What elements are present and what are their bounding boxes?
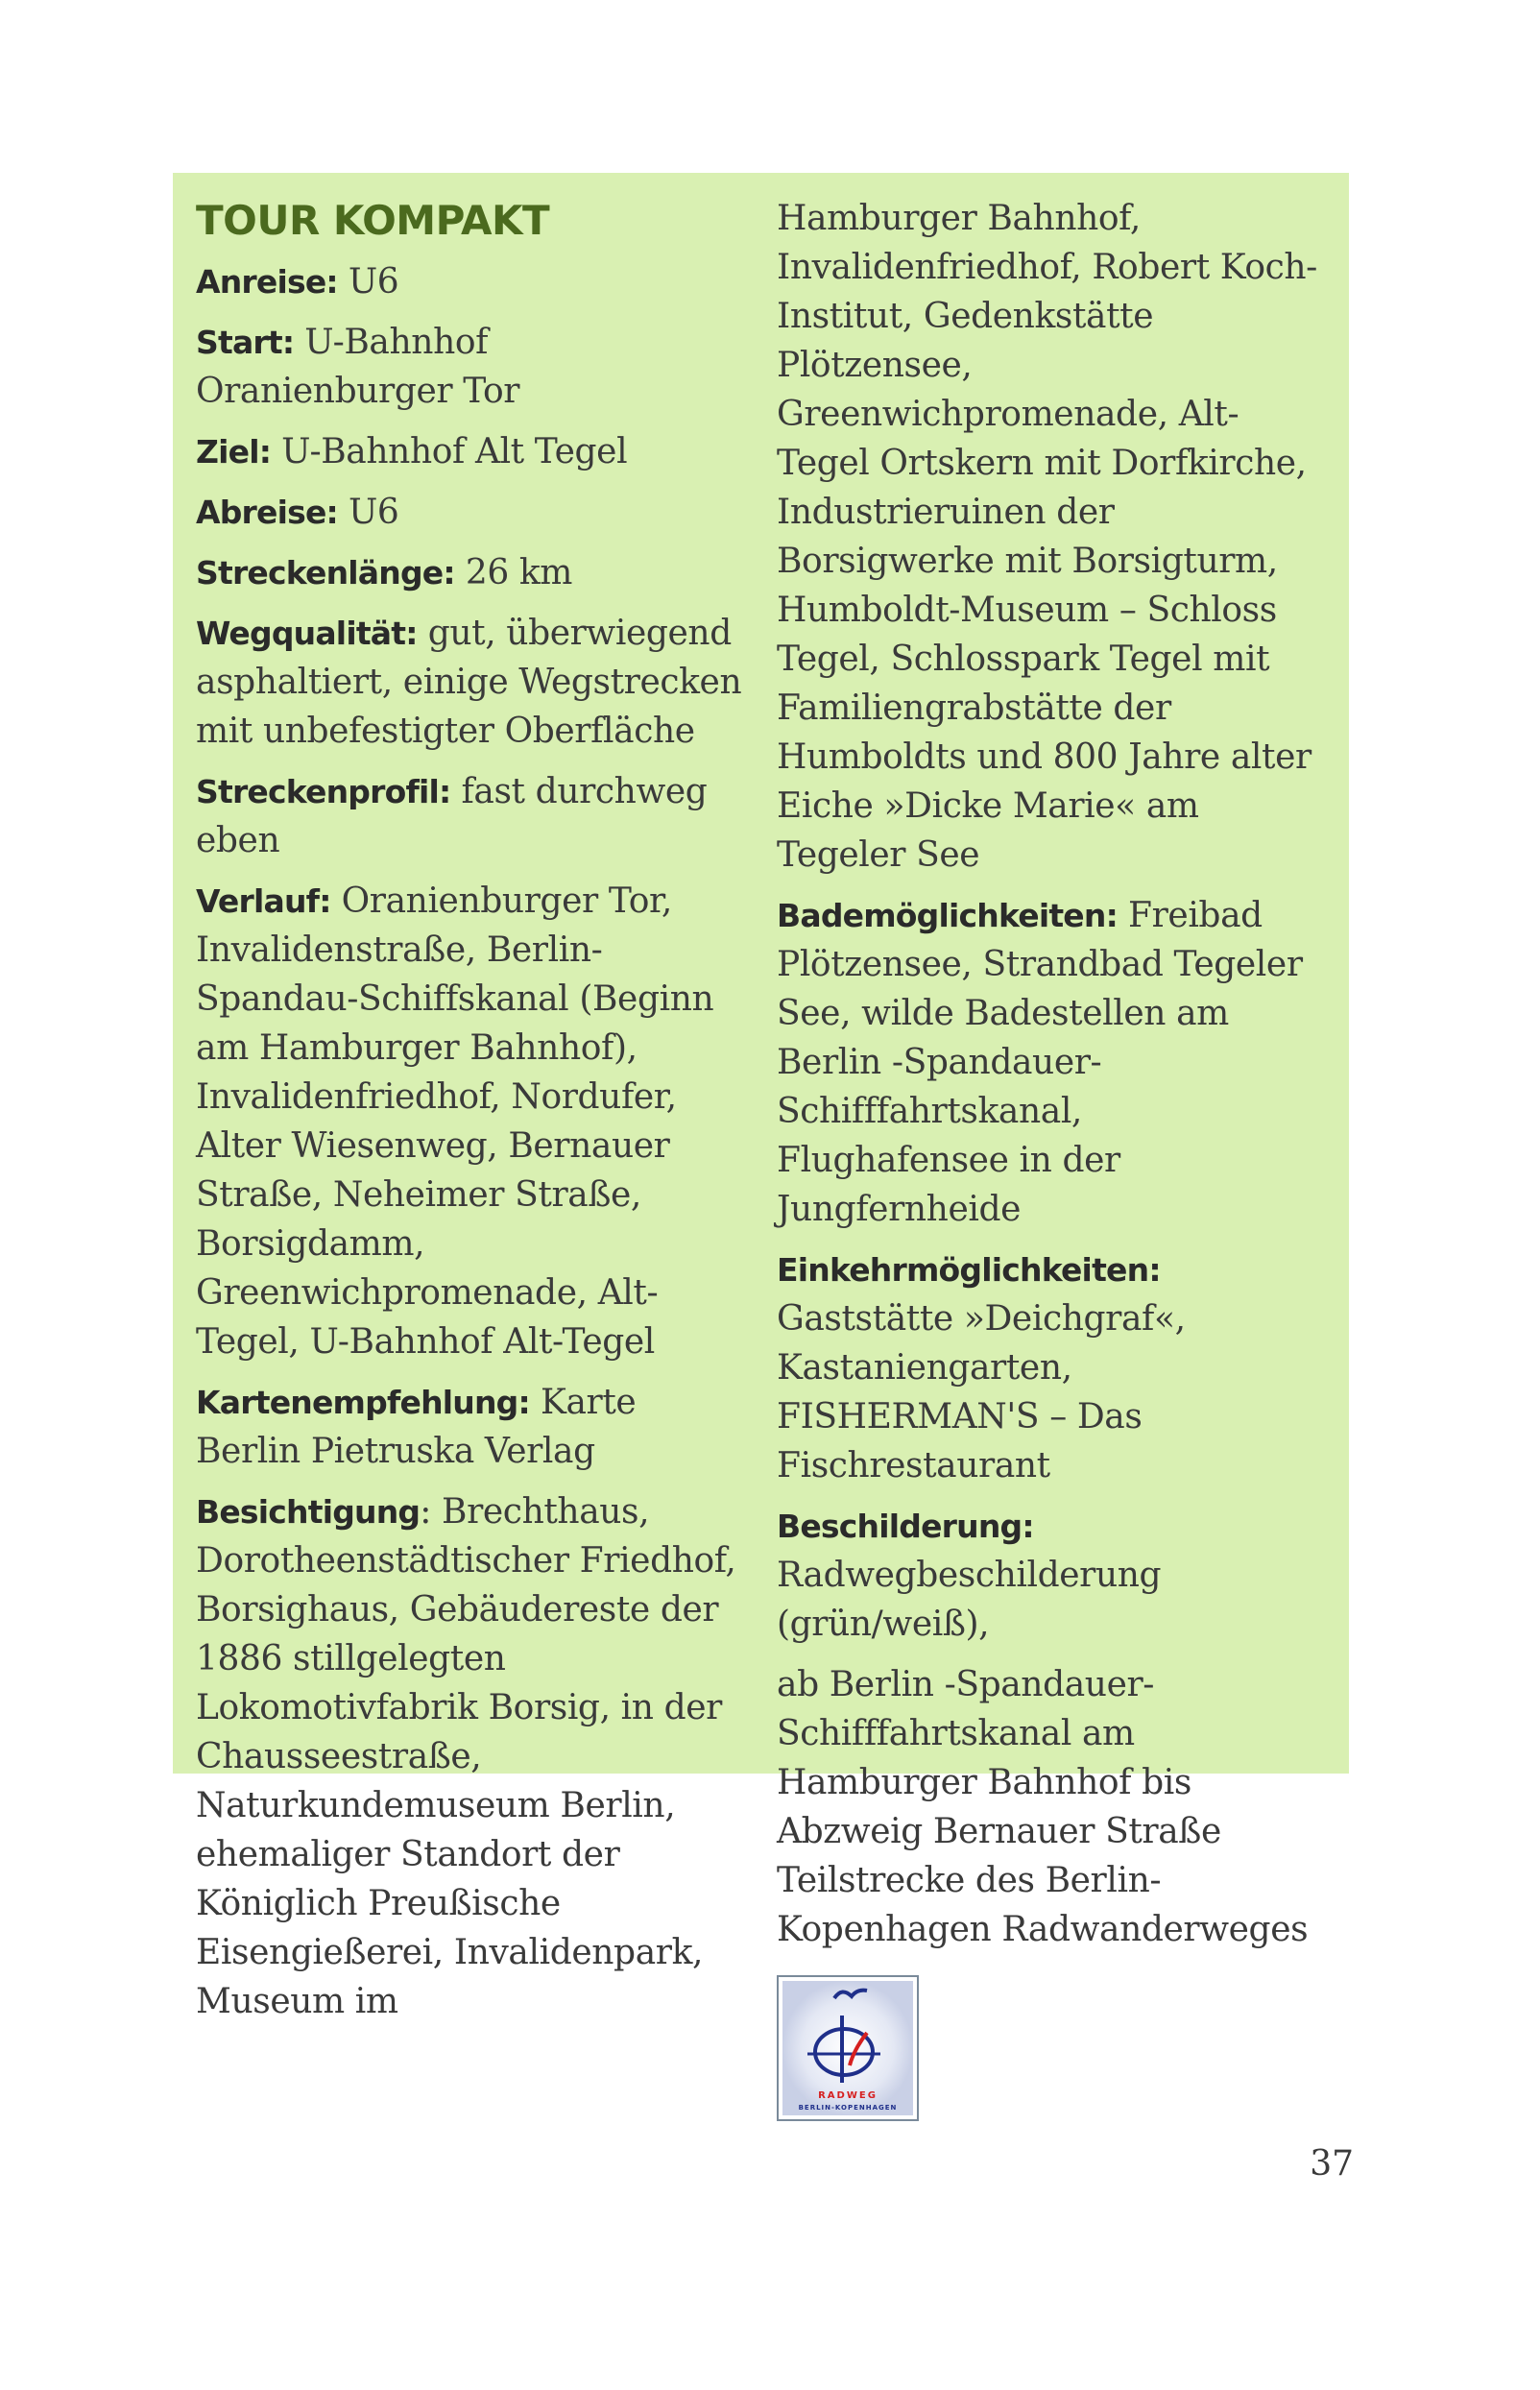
entry-label: Ziel:: [196, 433, 272, 471]
entry-label: Kartenempfehlung:: [196, 1384, 530, 1421]
entry-text: U6: [337, 493, 399, 532]
entry-text: gut, überwiegend asphaltiert, einige Wegstrecken mit unbefestigter Oberfläche: [196, 614, 742, 751]
entry-label: Besichtigung: [196, 1493, 421, 1531]
entry-anreise: [196, 257, 751, 306]
entry-bademoeglichkeiten: [777, 891, 1324, 1234]
entry-label: Anreise:: [196, 263, 338, 301]
page-number: 37: [1310, 2144, 1354, 2184]
entry-einkehrmoeglichkeiten: [777, 1245, 1324, 1490]
left-column: [196, 194, 751, 2038]
entry-kartenempfehlung: [196, 1378, 751, 1476]
entry-beschilderung-continued: ab Berlin -Spandauer-Schifffahrtskanal am Hamburger Bahnhof bis Abzweig Bernauer Straße Teilstrecke des Berlin-Kopenhagen Radwanderweges: [777, 1665, 1309, 1949]
entry-streckenprofil: [196, 767, 751, 865]
entry-beschilderung: [777, 1502, 1324, 1649]
entry-label: Einkehrmöglichkeiten:: [777, 1251, 1161, 1289]
radweg-berlin-kopenhagen-logo: [777, 1975, 919, 2121]
box-title: TOUR KOMPAKT: [196, 197, 550, 244]
entry-label: Streckenlänge:: [196, 554, 455, 591]
logo-text-line1: RADWEG: [818, 2090, 878, 2101]
entry-verlauf: [196, 877, 751, 1366]
entry-label: Start:: [196, 324, 295, 361]
bicycle-logo-icon: [779, 1977, 917, 2119]
entry-label: Wegqualität:: [196, 615, 418, 652]
entry-text: Karte Berlin Pietruska Verlag: [196, 1383, 637, 1471]
entry-streckenlaenge: [196, 548, 751, 597]
right-column: [777, 194, 1324, 2121]
entry-text: Freibad Plötzensee, Strandbad Tegeler See, wilde Badestellen am Berlin -Spandauer-Schifffahrtskanal, Flughafensee in der Jungfernheide: [777, 896, 1303, 1229]
tour-kompakt-box: [173, 173, 1349, 2112]
entry-text: U6: [337, 262, 399, 302]
entry-label: Bademöglichkeiten:: [777, 897, 1118, 934]
entry-start: [196, 318, 751, 416]
entry-abreise: [196, 488, 751, 537]
entry-besichtigung-continued: Hamburger Bahnhof, Invalidenfriedhof, Robert Koch-Institut, Gedenkstätte Plötzensee, Greenwichpromenade, Alt-Tegel Ortskern mit Dorfkirche, Industrieruinen der Borsigwerke mit Borsigturm, Humboldt-Museum – Schloss Tegel, Schlosspark Tegel mit Familiengrabstätte der Humboldts und 800 Jahre alter Eiche »Dicke Marie« am Tegeler See: [777, 199, 1317, 875]
entry-wegqualitaet: [196, 609, 751, 756]
entry-text: : Brechthaus, Dorotheenstädtischer Friedhof, Borsighaus, Gebäudereste der 1886 stillgelegten Lokomotivfabrik Borsig, in der Chausseestraße, Naturkundemuseum Berlin, ehemaliger Standort der Königlich Preußische Eisengießerei, Invalidenpark, Museum im: [196, 1492, 736, 2021]
logo-text-line2: BERLIN-KOPENHAGEN: [798, 2104, 898, 2112]
entry-text: Radwegbeschilderung (grün/weiß),: [777, 1556, 1162, 1644]
entry-text: Oranienburger Tor, Invalidenstraße, Berlin-Spandau-Schiffskanal (Beginn am Hamburger Bahnhof), Invalidenfriedhof, Nordufer, Alter Wiesenweg, Bernauer Straße, Neheimer Straße, Borsigdamm, Greenwichpromenade, Alt-Tegel, U-Bahnhof Alt-Tegel: [196, 881, 714, 1362]
entry-ziel: [196, 427, 751, 476]
entry-text: Gaststätte »Deichgraf«, Kastaniengarten, FISHERMAN'S – Das Fischrestaurant: [777, 1299, 1186, 1485]
entry-text: 26 km: [454, 553, 573, 592]
entry-label: Abreise:: [196, 494, 338, 531]
entry-text: U-Bahnhof Oranienburger Tor: [196, 323, 520, 411]
entry-text: U-Bahnhof Alt Tegel: [271, 432, 628, 471]
entry-label: Beschilderung:: [777, 1508, 1034, 1545]
entry-text: fast durchweg eben: [196, 772, 708, 860]
entry-besichtigung: [196, 1487, 751, 2026]
entry-label: Streckenprofil:: [196, 773, 451, 810]
entry-label: Verlauf:: [196, 882, 331, 920]
